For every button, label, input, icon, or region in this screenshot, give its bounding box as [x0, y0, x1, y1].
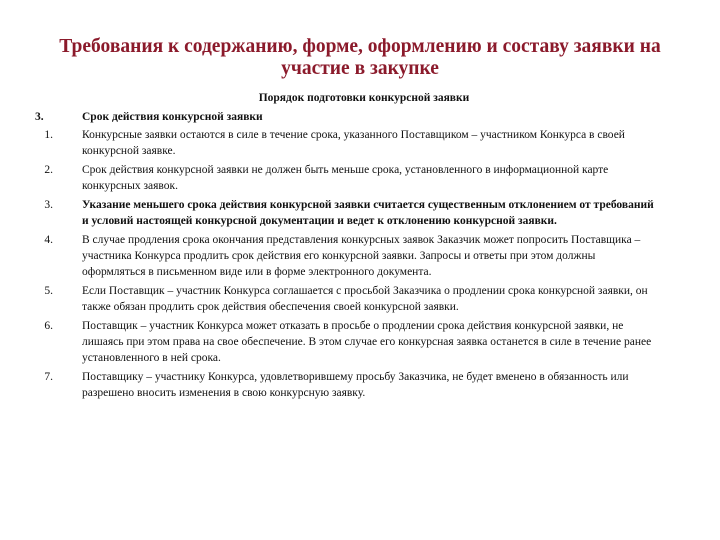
list-item: [0, 127, 720, 159]
item-number: 3.: [44, 199, 53, 211]
item-text: Срок действия конкурсной заявки не должен быть меньше срока, установленного в информационной карте конкурсных заявок.: [82, 164, 609, 192]
item-number: 7.: [44, 371, 53, 383]
item-text: Поставщик – участник Конкурса может отказать в просьбе о продлении срока действия конкурсной заявки, не лишаясь при этом права на свое обеспечение. В этом случае его конкурсная заявка останется в силе в течение ранее установленного в ней срока.: [82, 320, 652, 364]
subtitle: Порядок подготовки конкурсной заявки: [258, 92, 470, 104]
item-text: Указание меньшего срока действия конкурсной заявки считается существенным отклонением от требований и условий настоящей конкурсной документации и ведет к отклонению конкурсной заявки.: [82, 199, 654, 227]
numbered-list: [0, 127, 720, 404]
list-item: [0, 197, 720, 229]
section-heading: Срок действия конкурсной заявки: [82, 111, 263, 123]
item-number: 4.: [44, 234, 53, 246]
item-text: В случае продления срока окончания представления конкурсных заявок Заказчик может попросить Поставщика – участника Конкурса продлить срок действия его конкурсной заявки. Запросы и ответы при этом должны оформляться в письменном виде или в форме электронного документа.: [82, 234, 641, 278]
item-number: 6.: [44, 320, 53, 332]
section-number: 3.: [35, 111, 44, 123]
list-item: [0, 369, 720, 401]
list-item: [0, 162, 720, 194]
item-text: Конкурсные заявки остаются в силе в течение срока, указанного Поставщиком – участником Конкурса в своей конкурсной заявке.: [82, 129, 625, 157]
item-text: Поставщику – участнику Конкурса, удовлетворившему просьбу Заказчика, не будет вменено в обязанность или разрешено вносить изменения в свою конкурсную заявку.: [82, 371, 629, 399]
item-number: 1.: [44, 129, 53, 141]
item-number: 5.: [44, 285, 53, 297]
list-item: [0, 318, 720, 366]
item-number: 2.: [44, 164, 53, 176]
slide-title: Требования к содержанию, форме, оформлению и составу заявки на участие в закупке: [59, 36, 661, 79]
list-item: [0, 232, 720, 280]
item-text: Если Поставщик – участник Конкурса соглашается с просьбой Заказчика о продлении срока конкурсной заявки, он также обязан продлить срок действия обеспечения своей конкурсной заявки.: [82, 285, 648, 313]
list-item: [0, 283, 720, 315]
